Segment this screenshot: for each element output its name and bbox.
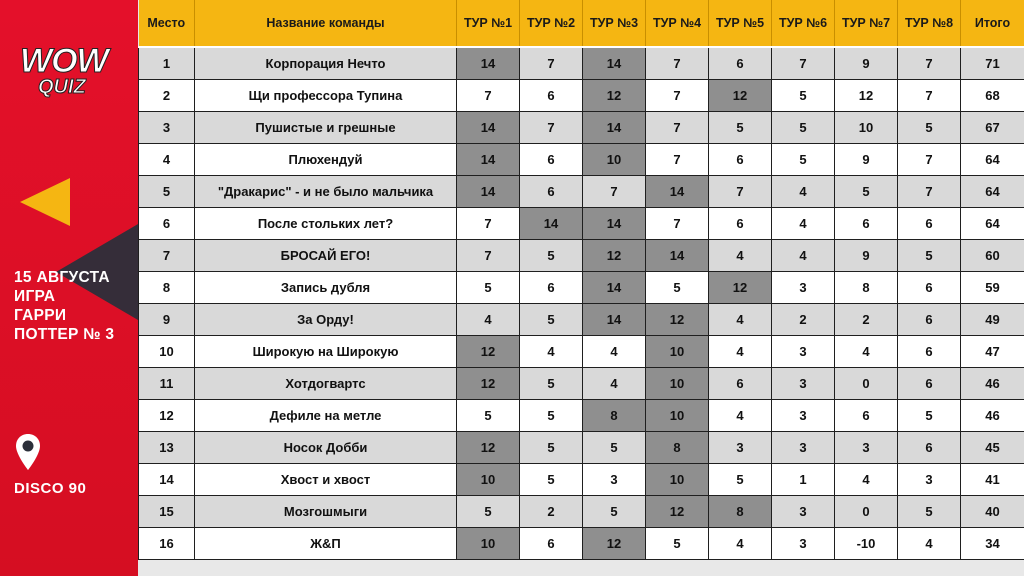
event-line-title-2: ПОТТЕР № 3	[14, 326, 115, 343]
venue-name: DISCO 90	[14, 480, 87, 497]
tour-4-score-cell: 14	[646, 176, 709, 208]
team-name-cell: Плюхендуй	[195, 144, 457, 176]
team-name-cell: Корпорация Нечто	[195, 47, 457, 80]
header-place: Место	[139, 0, 195, 47]
tour-2-score-cell: 6	[520, 528, 583, 560]
tour-1-score-cell: 10	[457, 464, 520, 496]
team-name-cell: БРОСАЙ ЕГО!	[195, 240, 457, 272]
tour-5-score-cell: 6	[709, 144, 772, 176]
tour-3-score-cell: 5	[583, 496, 646, 528]
header-tour-1: ТУР №1	[457, 0, 520, 47]
tour-5-score-cell: 6	[709, 368, 772, 400]
tour-4-score-cell: 7	[646, 80, 709, 112]
team-name-cell: Хвост и хвост	[195, 464, 457, 496]
tour-1-score-cell: 14	[457, 47, 520, 80]
tour-4-score-cell: 12	[646, 496, 709, 528]
tour-8-score-cell: 7	[898, 176, 961, 208]
table-row	[139, 432, 1024, 464]
tour-4-score-cell: 7	[646, 112, 709, 144]
total-score-cell: 46	[961, 368, 1024, 400]
tour-3-score-cell: 14	[583, 112, 646, 144]
table-row	[139, 368, 1024, 400]
tour-3-score-cell: 14	[583, 208, 646, 240]
tour-3-score-cell: 10	[583, 144, 646, 176]
tour-8-score-cell: 3	[898, 464, 961, 496]
tour-1-score-cell: 12	[457, 336, 520, 368]
table-row	[139, 208, 1024, 240]
place-cell: 15	[139, 496, 195, 528]
tour-2-score-cell: 5	[520, 464, 583, 496]
tour-2-score-cell: 5	[520, 304, 583, 336]
tour-1-score-cell: 14	[457, 144, 520, 176]
tour-8-score-cell: 6	[898, 368, 961, 400]
header-team: Название команды	[195, 0, 457, 47]
table-row	[139, 304, 1024, 336]
place-cell: 7	[139, 240, 195, 272]
tour-5-score-cell: 12	[709, 80, 772, 112]
tour-3-score-cell: 12	[583, 80, 646, 112]
total-score-cell: 59	[961, 272, 1024, 304]
tour-2-score-cell: 2	[520, 496, 583, 528]
tour-6-score-cell: 4	[772, 240, 835, 272]
tour-6-score-cell: 3	[772, 496, 835, 528]
sidebar	[0, 0, 138, 576]
tour-3-score-cell: 8	[583, 400, 646, 432]
header-tour-3: ТУР №3	[583, 0, 646, 47]
tour-3-score-cell: 4	[583, 368, 646, 400]
tour-1-score-cell: 5	[457, 272, 520, 304]
tour-5-score-cell: 3	[709, 432, 772, 464]
tour-5-score-cell: 8	[709, 496, 772, 528]
table-row	[139, 272, 1024, 304]
results-table	[138, 0, 1024, 560]
header-row	[139, 0, 1024, 47]
tour-3-score-cell: 14	[583, 304, 646, 336]
tour-5-score-cell: 5	[709, 464, 772, 496]
place-cell: 12	[139, 400, 195, 432]
tour-2-score-cell: 6	[520, 272, 583, 304]
tour-7-score-cell: 12	[835, 80, 898, 112]
place-cell: 9	[139, 304, 195, 336]
table-row	[139, 464, 1024, 496]
team-name-cell: Мозгошмыги	[195, 496, 457, 528]
location-pin-icon	[14, 432, 42, 472]
tour-7-score-cell: 4	[835, 464, 898, 496]
tour-3-score-cell: 3	[583, 464, 646, 496]
place-cell: 14	[139, 464, 195, 496]
total-score-cell: 47	[961, 336, 1024, 368]
table-row	[139, 400, 1024, 432]
tour-7-score-cell: 6	[835, 400, 898, 432]
table-row	[139, 176, 1024, 208]
header-tour-2: ТУР №2	[520, 0, 583, 47]
tour-6-score-cell: 3	[772, 400, 835, 432]
tour-4-score-cell: 10	[646, 464, 709, 496]
tour-7-score-cell: 0	[835, 368, 898, 400]
tour-6-score-cell: 7	[772, 47, 835, 80]
tour-8-score-cell: 6	[898, 304, 961, 336]
tour-8-score-cell: 6	[898, 272, 961, 304]
tour-5-score-cell: 12	[709, 272, 772, 304]
tour-7-score-cell: 4	[835, 336, 898, 368]
tour-8-score-cell: 5	[898, 400, 961, 432]
tour-2-score-cell: 14	[520, 208, 583, 240]
tour-2-score-cell: 6	[520, 80, 583, 112]
team-name-cell: Ж&П	[195, 528, 457, 560]
tour-6-score-cell: 5	[772, 80, 835, 112]
tour-5-score-cell: 6	[709, 47, 772, 80]
tour-5-score-cell: 4	[709, 528, 772, 560]
tour-6-score-cell: 3	[772, 368, 835, 400]
tour-1-score-cell: 12	[457, 368, 520, 400]
tour-3-score-cell: 12	[583, 240, 646, 272]
place-cell: 6	[139, 208, 195, 240]
table-row	[139, 80, 1024, 112]
header-tour-7: ТУР №7	[835, 0, 898, 47]
header-total: Итого	[961, 0, 1024, 47]
team-name-cell: Пушистые и грешные	[195, 112, 457, 144]
place-cell: 8	[139, 272, 195, 304]
header-tour-5: ТУР №5	[709, 0, 772, 47]
tour-7-score-cell: -10	[835, 528, 898, 560]
tour-8-score-cell: 5	[898, 112, 961, 144]
place-cell: 3	[139, 112, 195, 144]
tour-4-score-cell: 7	[646, 47, 709, 80]
tour-6-score-cell: 3	[772, 336, 835, 368]
tour-7-score-cell: 6	[835, 208, 898, 240]
tour-8-score-cell: 7	[898, 80, 961, 112]
tour-5-score-cell: 5	[709, 112, 772, 144]
tour-2-score-cell: 7	[520, 112, 583, 144]
team-name-cell: "Дракарис" - и не было мальчика	[195, 176, 457, 208]
tour-6-score-cell: 4	[772, 176, 835, 208]
tour-8-score-cell: 5	[898, 240, 961, 272]
total-score-cell: 41	[961, 464, 1024, 496]
tour-8-score-cell: 4	[898, 528, 961, 560]
tour-7-score-cell: 8	[835, 272, 898, 304]
place-cell: 16	[139, 528, 195, 560]
total-score-cell: 46	[961, 400, 1024, 432]
tour-3-score-cell: 14	[583, 47, 646, 80]
tour-1-score-cell: 7	[457, 80, 520, 112]
tour-6-score-cell: 2	[772, 304, 835, 336]
table-row	[139, 496, 1024, 528]
play-triangle-icon	[20, 178, 70, 226]
tour-8-score-cell: 6	[898, 336, 961, 368]
total-score-cell: 67	[961, 112, 1024, 144]
tour-5-score-cell: 4	[709, 400, 772, 432]
total-score-cell: 68	[961, 80, 1024, 112]
tour-4-score-cell: 10	[646, 368, 709, 400]
tour-6-score-cell: 5	[772, 144, 835, 176]
tour-8-score-cell: 6	[898, 208, 961, 240]
total-score-cell: 45	[961, 432, 1024, 464]
tour-7-score-cell: 9	[835, 47, 898, 80]
tour-3-score-cell: 14	[583, 272, 646, 304]
tour-4-score-cell: 8	[646, 432, 709, 464]
tour-5-score-cell: 4	[709, 240, 772, 272]
tour-4-score-cell: 7	[646, 144, 709, 176]
tour-5-score-cell: 4	[709, 336, 772, 368]
header-tour-6: ТУР №6	[772, 0, 835, 47]
tour-3-score-cell: 12	[583, 528, 646, 560]
total-score-cell: 64	[961, 176, 1024, 208]
tour-1-score-cell: 14	[457, 112, 520, 144]
tour-7-score-cell: 10	[835, 112, 898, 144]
tour-4-score-cell: 10	[646, 336, 709, 368]
tour-2-score-cell: 4	[520, 336, 583, 368]
tour-2-score-cell: 5	[520, 432, 583, 464]
tour-8-score-cell: 5	[898, 496, 961, 528]
team-name-cell: Запись дубля	[195, 272, 457, 304]
logo-line-2: QUIZ	[38, 76, 86, 98]
total-score-cell: 34	[961, 528, 1024, 560]
tour-1-score-cell: 12	[457, 432, 520, 464]
tour-3-score-cell: 4	[583, 336, 646, 368]
tour-7-score-cell: 5	[835, 176, 898, 208]
tour-6-score-cell: 3	[772, 432, 835, 464]
tour-2-score-cell: 6	[520, 144, 583, 176]
place-cell: 13	[139, 432, 195, 464]
team-name-cell: Широкую на Широкую	[195, 336, 457, 368]
tour-6-score-cell: 3	[772, 528, 835, 560]
tour-3-score-cell: 7	[583, 176, 646, 208]
tour-4-score-cell: 7	[646, 208, 709, 240]
tour-5-score-cell: 7	[709, 176, 772, 208]
event-date: 15 АВГУСТА	[14, 269, 110, 286]
tour-4-score-cell: 12	[646, 304, 709, 336]
total-score-cell: 64	[961, 144, 1024, 176]
place-cell: 10	[139, 336, 195, 368]
total-score-cell: 60	[961, 240, 1024, 272]
tour-1-score-cell: 7	[457, 240, 520, 272]
event-line-title-1: ГАРРИ	[14, 307, 67, 324]
table-row	[139, 528, 1024, 560]
table-row	[139, 112, 1024, 144]
team-name-cell: Носок Добби	[195, 432, 457, 464]
team-name-cell: После стольких лет?	[195, 208, 457, 240]
total-score-cell: 64	[961, 208, 1024, 240]
tour-7-score-cell: 0	[835, 496, 898, 528]
tour-2-score-cell: 5	[520, 240, 583, 272]
table-row	[139, 336, 1024, 368]
event-line-game: ИГРА	[14, 288, 56, 305]
logo-line-1: WOW	[20, 42, 108, 80]
tour-7-score-cell: 9	[835, 144, 898, 176]
table-row	[139, 47, 1024, 80]
tour-4-score-cell: 5	[646, 272, 709, 304]
tour-2-score-cell: 6	[520, 176, 583, 208]
team-name-cell: Щи профессора Тупина	[195, 80, 457, 112]
tour-7-score-cell: 3	[835, 432, 898, 464]
tour-4-score-cell: 10	[646, 400, 709, 432]
tour-3-score-cell: 5	[583, 432, 646, 464]
event-info	[14, 268, 136, 344]
table-row	[139, 144, 1024, 176]
tour-7-score-cell: 9	[835, 240, 898, 272]
results-table-container	[138, 0, 1024, 576]
total-score-cell: 40	[961, 496, 1024, 528]
place-cell: 2	[139, 80, 195, 112]
place-cell: 5	[139, 176, 195, 208]
wow-quiz-logo	[16, 42, 122, 112]
tour-1-score-cell: 5	[457, 400, 520, 432]
tour-8-score-cell: 6	[898, 432, 961, 464]
tour-2-score-cell: 5	[520, 400, 583, 432]
tour-1-score-cell: 5	[457, 496, 520, 528]
team-name-cell: За Орду!	[195, 304, 457, 336]
tour-4-score-cell: 14	[646, 240, 709, 272]
tour-5-score-cell: 4	[709, 304, 772, 336]
tour-2-score-cell: 7	[520, 47, 583, 80]
tour-6-score-cell: 5	[772, 112, 835, 144]
team-name-cell: Хотдогвартс	[195, 368, 457, 400]
tour-2-score-cell: 5	[520, 368, 583, 400]
total-score-cell: 49	[961, 304, 1024, 336]
tour-7-score-cell: 2	[835, 304, 898, 336]
tour-1-score-cell: 4	[457, 304, 520, 336]
team-name-cell: Дефиле на метле	[195, 400, 457, 432]
place-cell: 1	[139, 47, 195, 80]
tour-6-score-cell: 3	[772, 272, 835, 304]
place-cell: 11	[139, 368, 195, 400]
table-row	[139, 240, 1024, 272]
place-cell: 4	[139, 144, 195, 176]
tour-5-score-cell: 6	[709, 208, 772, 240]
tour-6-score-cell: 4	[772, 208, 835, 240]
tour-8-score-cell: 7	[898, 144, 961, 176]
tour-1-score-cell: 10	[457, 528, 520, 560]
header-tour-8: ТУР №8	[898, 0, 961, 47]
total-score-cell: 71	[961, 47, 1024, 80]
header-tour-4: ТУР №4	[646, 0, 709, 47]
tour-1-score-cell: 14	[457, 176, 520, 208]
tour-4-score-cell: 5	[646, 528, 709, 560]
tour-6-score-cell: 1	[772, 464, 835, 496]
tour-1-score-cell: 7	[457, 208, 520, 240]
tour-8-score-cell: 7	[898, 47, 961, 80]
